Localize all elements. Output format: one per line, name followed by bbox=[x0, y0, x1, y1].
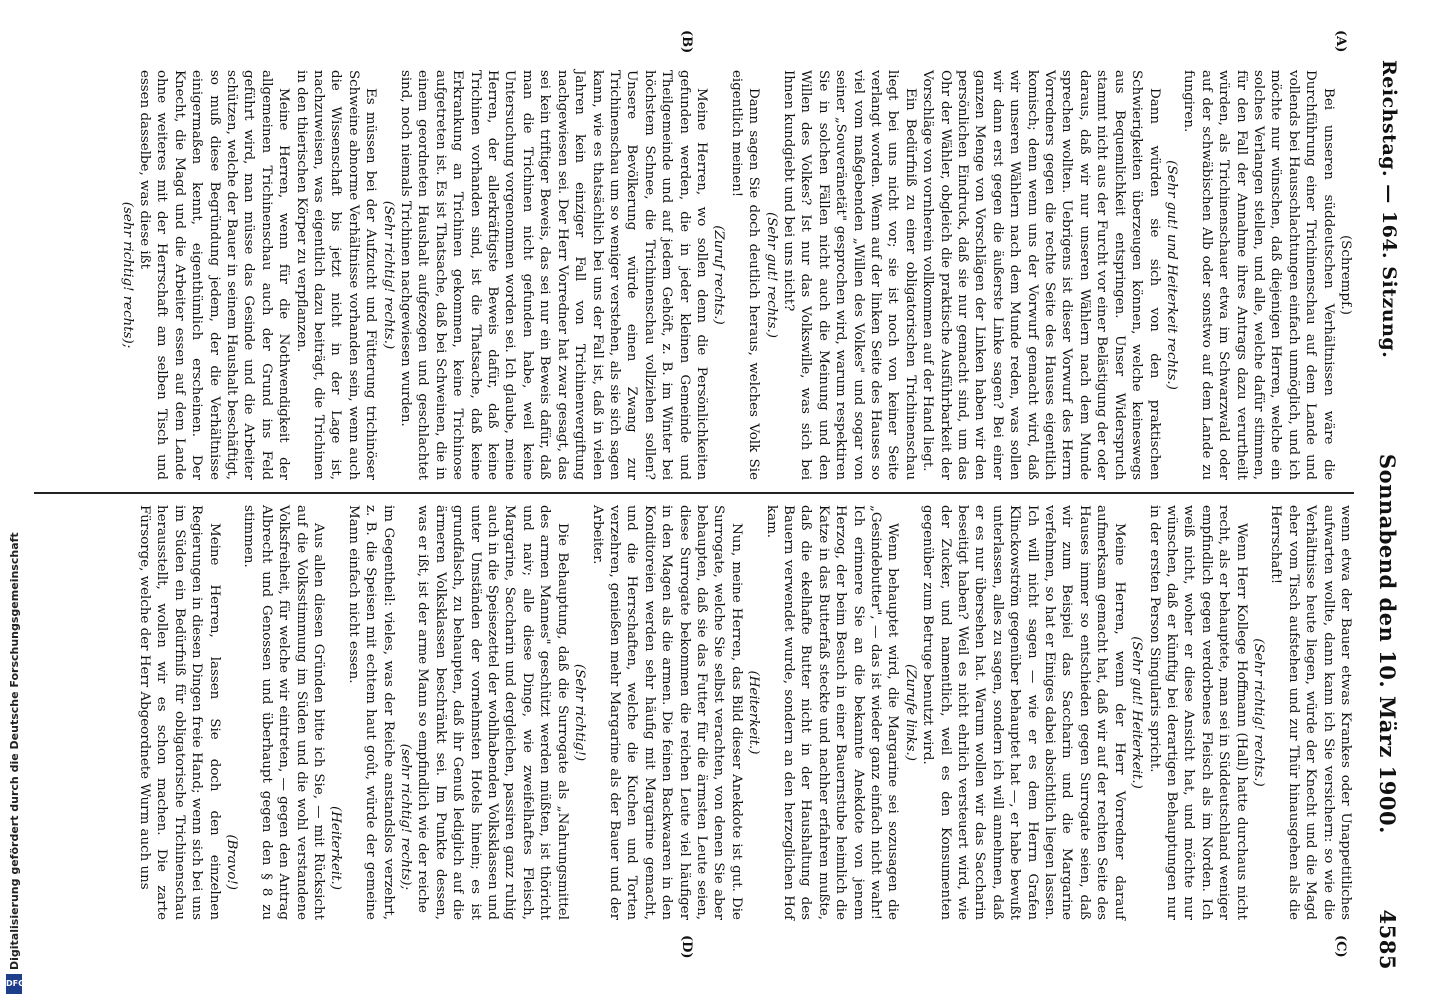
interjection: (Zuruf rechts.) bbox=[711, 225, 727, 325]
header-date: Sonnabend den 10. März 1900. bbox=[1375, 453, 1400, 834]
interjection: (Sehr gut! Heiterkeit.) bbox=[1129, 636, 1145, 789]
header-right bbox=[1375, 454, 1400, 970]
interjection: (Sehr richtig! rechts.) bbox=[1250, 638, 1266, 787]
paragraph: Es müssen bei der Aufzucht und Fütterung trichinöser Schweine abnorme Verhältnisse vorhanden sein, wenn auch die Wissenschaft bis jetzt nicht in der Lage ist, nachzuweisen, was eigentlich dazu beiträgt, die Trichinen in den thierischen Körper zu verpflanzen. bbox=[293, 70, 379, 480]
marker-a: (A) bbox=[1333, 30, 1348, 53]
marker-d: (D) bbox=[679, 935, 694, 959]
interjection: (Heiterkeit.) bbox=[746, 670, 762, 755]
interjection: (Sehr gut! und Heiterkeit rechts.) bbox=[1163, 160, 1179, 390]
interjection: (Sehr richtig!) bbox=[572, 663, 588, 762]
page-number: 4585 bbox=[1375, 909, 1400, 970]
paragraph: (Schrempf.) bbox=[1338, 234, 1353, 316]
paragraph: Nun, meine Herren, das Bild dieser Anekdote ist gut. Die Surrogate, welche Sie selbst verachten, von denen Sie aber behaupten, daß sie das Futter für die ärmsten Leute seien, diese Surrogate bekommen die reichen Leute viel häufiger in den Magen als die armen. Die feinen Backwaaren in den Konditoreien werden sehr häufig mit Margarine gemacht, und die Herrschaften, welche die Kuchen und Torten verzehren, genießen mehr Margarine als der Bauer und der Arbeiter. bbox=[589, 505, 744, 920]
interjection: (Sehr richtig! rechts.) bbox=[380, 200, 396, 350]
interjection: (Zurufe links.) bbox=[902, 664, 918, 761]
paragraph: im Gegentheil: vieles, was der Reiche anstandslos verzehrt, z. B. die Speisen mit echtem haut goût, würde der gemeine Mann einfach nicht essen. bbox=[345, 505, 396, 920]
paragraph: Dann sagen Sie doch deutlich heraus, welches Volk Sie eigentlich meinen! bbox=[728, 70, 762, 480]
paragraph: Meine Herren, lassen Sie doch den einzelnen Regierungen in diesen Dingen freie Hand; wenn sich bei uns im Süden ein Bedürfniß für obligatorische Trichinenschau herausstellt, wollen wir es schon machen. Die zarte Fürsorge, welche der Herr Abgeordnete Wurm auch uns bbox=[136, 505, 222, 920]
paragraph: Dann würden sie sich von den praktischen Schwierigkeiten überzeugen können, welche keineswegs aus Bequemlichkeit entspringen. Unser Widerspruch stammt nicht aus der Furcht vor einer Belästigung der oder daraus, daß wir nur unseren Wählern nach dem Munde sprechen wollten. Uebrigens ist dieser Vorwurf des Herrn Vorredners gegen die rechte Seite des Hauses eigentlich komisch; denn wenn uns der Vorwurf gemacht wird, daß wir unseren Wählern nach dem Munde reden, was sollen wir dann erst gegen die äußerste Linke sagen? Bei einer ganzen Menge von Vorschlägen der Linken haben wir den persönlichen Eindruck, daß sie nur gemacht sind, um das Ohr der Wähler, obgleich die praktische Ausführbarkeit der Vorschläge von vornherein vollkommen auf der Hand liegt. bbox=[920, 70, 1162, 480]
paragraph: Wenn behauptet wird, die Margarine sei sozusagen die „Gesindebutter", — das ist wieder ganz einfach nicht wahr! Ich erinnere Sie an die bekannte Anekdote von jenem Herzog, der beim Besuch in einer Bauernstube heimlich die Katze in das Butterfaß steckte und nachher erfahren mußte, daß die ekelhafte Butter nicht in der Haushaltung des Bauern verwendet wurde, sondern an den herzoglichen Hof kam. bbox=[763, 505, 901, 920]
paragraph: wenn etwa der Bauer etwas Krankes oder Unappetitliches aufwarten wollte, dann kann ich Sie versichern: so wie die Verhältnisse heute liegen, würde der Knecht und die Magd eher vom Tisch aufstehen und zur Thür hinausgehen als die Herrschaft! bbox=[1268, 505, 1353, 920]
marker-c: (C) bbox=[1333, 935, 1348, 958]
interjection: (Sehr gut! rechts.) bbox=[763, 211, 779, 338]
paragraph: Ein Bedürfniß zu einer obligatorischen Trichinenschau liegt bei uns nicht vor; sie ist noch von keiner Seite verlangt worden. Wenn auf der linken Seite des Hauses so viel vom maßgebenden „Willen des Volkes" und sogar von seiner „Souveränetät" gesprochen wird, warum respektiren Sie in solchen Fällen nicht auch die Meinung und den Willen des Volkes? Ist nur das Volkswille, was sich bei Ihnen kundgiebt und bei uns nicht? bbox=[781, 70, 918, 480]
paragraph: Bei unseren süddeutschen Verhältnissen wäre die Durchführung einer Trichinenschau auf dem Lande und vollends bei Hausschlachtungen einfach unmöglich, und ich möchte nur wünschen, daß diejenigen Herren, welche ein solches Verlangen stellen, und alle, welche dafür stimmen, für den Fall der Annahme ihres Antrags dazu verurtheilt würden, als Trichinenschauer etwa im Schwarzwald oder auf der schwäbischen Alb oder sonstwo auf dem Lande zu fungiren. bbox=[1181, 70, 1336, 480]
digitization-credit bbox=[8, 0, 30, 1000]
paragraph: Aus allen diesen Gründen bitte ich Sie, — mit Rücksicht auf die Volksstimmung im Süden und die wohl verstandene Volksfreiheit, für welche wir eintreten, — gegen den Antrag Albrecht und Genossen und überhaupt gegen den § 8 zu stimmen. bbox=[241, 505, 327, 920]
column-divider bbox=[34, 492, 1354, 494]
paragraph: Wenn Herr Kollege Hoffmann (Hall) hatte durchaus nicht recht, als er behauptete, man sei in Süddeutschland weniger empfindlich gegen verdorbenes Fleisch als im Norden. Ich weiß nicht, woher er diese Ansicht hat, und möchte nur wünschen, daß er künftig bei derartigen Behauptungen nur in der ersten Person Singularis spricht. bbox=[1146, 505, 1249, 920]
interjection: (sehr richtig! rechts); bbox=[398, 743, 414, 890]
paragraph: Meine Herren, wenn für die Nothwendigkeit der allgemeinen Trichinenschau auch der Grund ins Feld geführt wird, man müsse das Gesinde und die Arbeiter schützen, welche der Bauer in seinem Haushalt beschäftigt, so muß diese Begründung jedem, der die Verhältnisse einigermaßen kennt, eigenthümlich erscheinen. Der Knecht, die Magd und die Arbeiter essen auf dem Lande ohne weiteres mit der Herrschaft am selben Tisch und essen dasselbe, was diese ißt bbox=[136, 70, 292, 480]
interjection: (sehr richtig! rechts); bbox=[119, 201, 135, 349]
page-header bbox=[1366, 60, 1406, 970]
marker-b: (B) bbox=[679, 30, 694, 54]
paragraph: Meine Herren, wenn der Herr Vorredner darauf aufmerksam gemacht hat, daß wir auf der rechten Seite des Hauses immer so entschieden gegen Surrogate seien, daß wir zum Beispiel das Saccharin und die Margarine verfehmen, so hat er Einiges dabei absichtlich liegen lassen. Ich will nicht sagen — wie er es dem Herrn Grafen Klinckowström gegenüber behauptet hat —, er habe bewußt unterlassen, alles zu sagen, sondern ich will annehmen, daß er es nur übersehen hat. Warum wollen wir das Saccharin beseitigt haben? Weil es nicht ehrlich versteuert wird, wie der Zucker, und namentlich, weil es den Konsumenten gegenüber zum Betruge benutzt wird. bbox=[920, 505, 1127, 920]
text-column-left bbox=[118, 70, 1354, 480]
interjection: (Heiterkeit.) bbox=[328, 806, 344, 890]
header-left: Reichstag. — 164. Sitzung. bbox=[1378, 60, 1400, 359]
text-column-right bbox=[136, 505, 1354, 920]
paragraph: Meine Herren, wo sollen denn die Persönlichkeiten gefunden werden, die in jeder kleinen Gemeinde und Theilgemeinde und auf jedem Gehöft, z. B. im Winter bei höchstem Schnee, die Trichinenschau vollziehen sollen? Unsere Bevölkerung würde einen Zwang zur Trichinenschau um so weniger verstehen, als sie sich sagen kann, wie es thatsächlich bei uns der Fall ist, daß in vielen Jahren kein einziger Fall von Trichinenvergiftung nachgewiesen sei. Der Herr Vorredner hat zwar gesagt, das sei kein triftiger Beweis, das sei nur ein Beweis dafür, daß man die Trichinen nicht gefunden habe, weil keine Untersuchung vorgenommen worden sei. Ich glaube, meine Herren, der allerkräftigste Beweis dafür, daß keine Trichinen vorhanden sind, ist die Thatsache, daß keine Erkrankung an Trichinen gekommen, keine Trichinose aufgetreten ist. Es ist Thatsache, daß bei Schweinen, die in einem geordneten Haushalt aufgezogen und geschlachtet sind, noch niemals Trichinen nachgewiesen wurden. bbox=[398, 70, 709, 480]
credit-text: Digitalisierung gefördert durch die Deutsche Forschungsgemeinschaft bbox=[8, 532, 21, 970]
paragraph: Die Behauptung, daß die Surrogate als „Nahrungsmittel des armen Mannes" geschützt werden müßten, ist thöricht und naiv; alle diese Dinge, wie zweifelhaftes Fleisch, Margarine, Saccharin und dergleichen, passiren ganz ruhig auch in die Speisezettel der wohlhabenden Volksklassen und unter Umständen der vornehmsten Hotels hinein; es ist grundfalsch, zu behaupten, daß ihr Genuß lediglich auf die ärmeren Volksklassen beschränkt sei. Im Punkte dessen, was er ißt, ist der arme Mann so empfindlich wie der reiche bbox=[415, 505, 570, 920]
dfg-logo: DFG bbox=[6, 974, 22, 994]
interjection: (Bravo!) bbox=[224, 834, 239, 890]
